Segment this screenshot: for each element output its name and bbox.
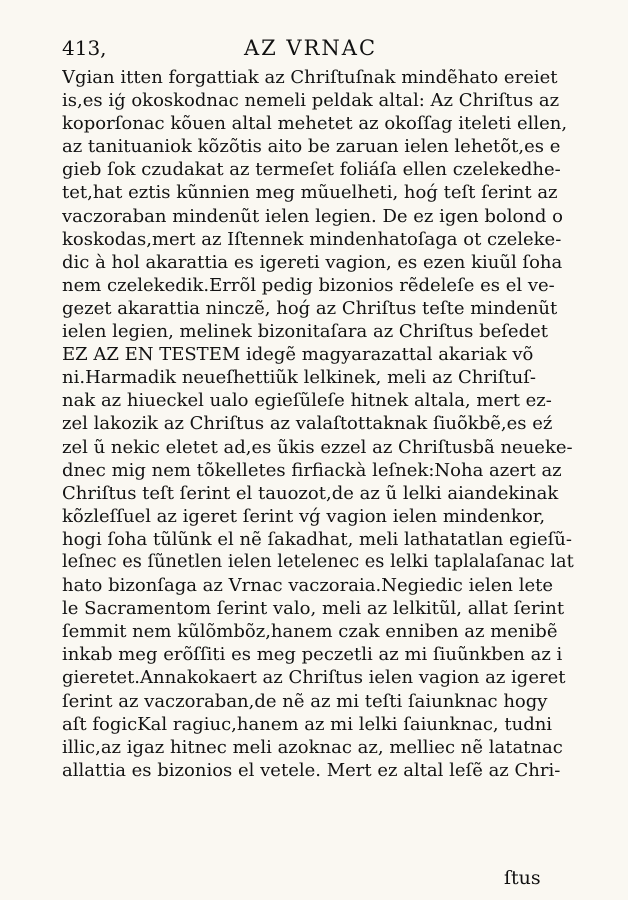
text-line: is,es iģ okoskodnac nemeli peldak altal: Az Chriſtus az <box>62 90 560 112</box>
text-line: gieb ſok czudakat az termeſet foliáſa ellen czelekedhe- <box>62 159 561 181</box>
text-line: dnec mig nem tõkelletes firfiackà leſnek:Noha azert az <box>62 459 562 481</box>
text-line: ſemmit nem kũlõmbõz,hanem czak enniben az menibẽ <box>62 621 558 643</box>
text-line: Chriſtus teſt ſerint el tauozot,de az ũ lelki aiandekinak <box>62 482 559 504</box>
text-line: allattia es bizonios el vetele. Mert ez altal leſẽ az Chri- <box>62 759 561 781</box>
text-line: illic,az igaz hitnec meli azoknac az, melliec nẽ latatnac <box>62 736 563 758</box>
text-line: nem czelekedik.Errõl pedig bizonios rẽdeleſe es el ve- <box>62 274 555 296</box>
text-line: hogi ſoha tũlũnk el nẽ ſakadhat, meli lathatatlan egieſũ- <box>62 528 572 550</box>
text-line: gieretet.Annakokaert az Chriſtus ielen vagion az igeret <box>62 667 566 689</box>
text-line: Vgian itten forgattiak az Chriſtuſnak mindẽhato ereiet <box>62 67 558 88</box>
text-line: kõzleſſuel az igeret ſerint vǵ vagion ielen mindenkor, <box>62 505 546 527</box>
text-line: zel ũ nekic eletet ad,es ũkis ezzel az Chriſtusbã neueke- <box>62 436 573 458</box>
text-line: nak az hiueckel ualo egieſũleſe hitnek altala, mert ez- <box>62 390 552 412</box>
text-line: hato bizonſaga az Vrnac vaczoraia.Negiedic ielen lete <box>62 575 554 597</box>
catchword: ſtus <box>504 867 541 889</box>
text-line: ielen legien, melinek bizonitaſara az Chriſtus beſedet <box>62 321 548 343</box>
text-line: EZ AZ EN TESTEM idegẽ magyarazattal akariak võ <box>62 344 534 366</box>
text-line: ſerint az vaczoraban,de nẽ az mi teſti ſaiunknac hogy <box>62 690 548 712</box>
text-line: dic à hol akarattia es igereti vagion, es ezen kiuũl ſoha <box>62 251 563 273</box>
text-line: leſnec es ſũnetlen ielen letelenec es lelki taplalaſanac lat <box>62 551 574 572</box>
text-line: az tanituaniok kõzõtis aito be zaruan ielen lehetõt,es e <box>62 136 561 158</box>
text-line: gezet akarattia ninczẽ, hoǵ az Chriſtus teſte mindenũt <box>62 297 558 319</box>
page-header <box>62 36 582 66</box>
text-line: le Sacramentom ſerint valo, meli az lelkitũl, allat ſerint <box>62 598 565 620</box>
page-number: 413, <box>62 36 107 60</box>
text-line: koskodas,mert az Iſtennek mindenhatoſaga ot czeleke- <box>62 228 562 250</box>
text-line: tet,hat eztis kũnnien meg mũuelheti, hoǵ teſt ſerint az <box>62 182 558 204</box>
text-line: koporſonac kõuen altal mehetet az okoſſag iteleti ellen, <box>62 113 568 135</box>
text-line: ni.Harmadik neueſhettiũk lelkinek, meli az Chriſtuſ- <box>62 367 536 389</box>
text-line: vaczoraban mindenũt ielen legien. De ez igen bolond o <box>62 205 563 227</box>
body-text <box>62 66 580 782</box>
text-line: zel lakozik az Chriſtus az valaſtottaknak ſiuõkbẽ,es eź <box>62 413 553 435</box>
running-head: AZ VRNAC <box>244 36 378 60</box>
text-line: inkab meg erõſſiti es meg peczetli az mi ſiuũnkben az i <box>62 644 563 666</box>
text-line: aſt fogicKal ragiuc,hanem az mi lelki ſaiunknac, tudni <box>62 713 553 735</box>
